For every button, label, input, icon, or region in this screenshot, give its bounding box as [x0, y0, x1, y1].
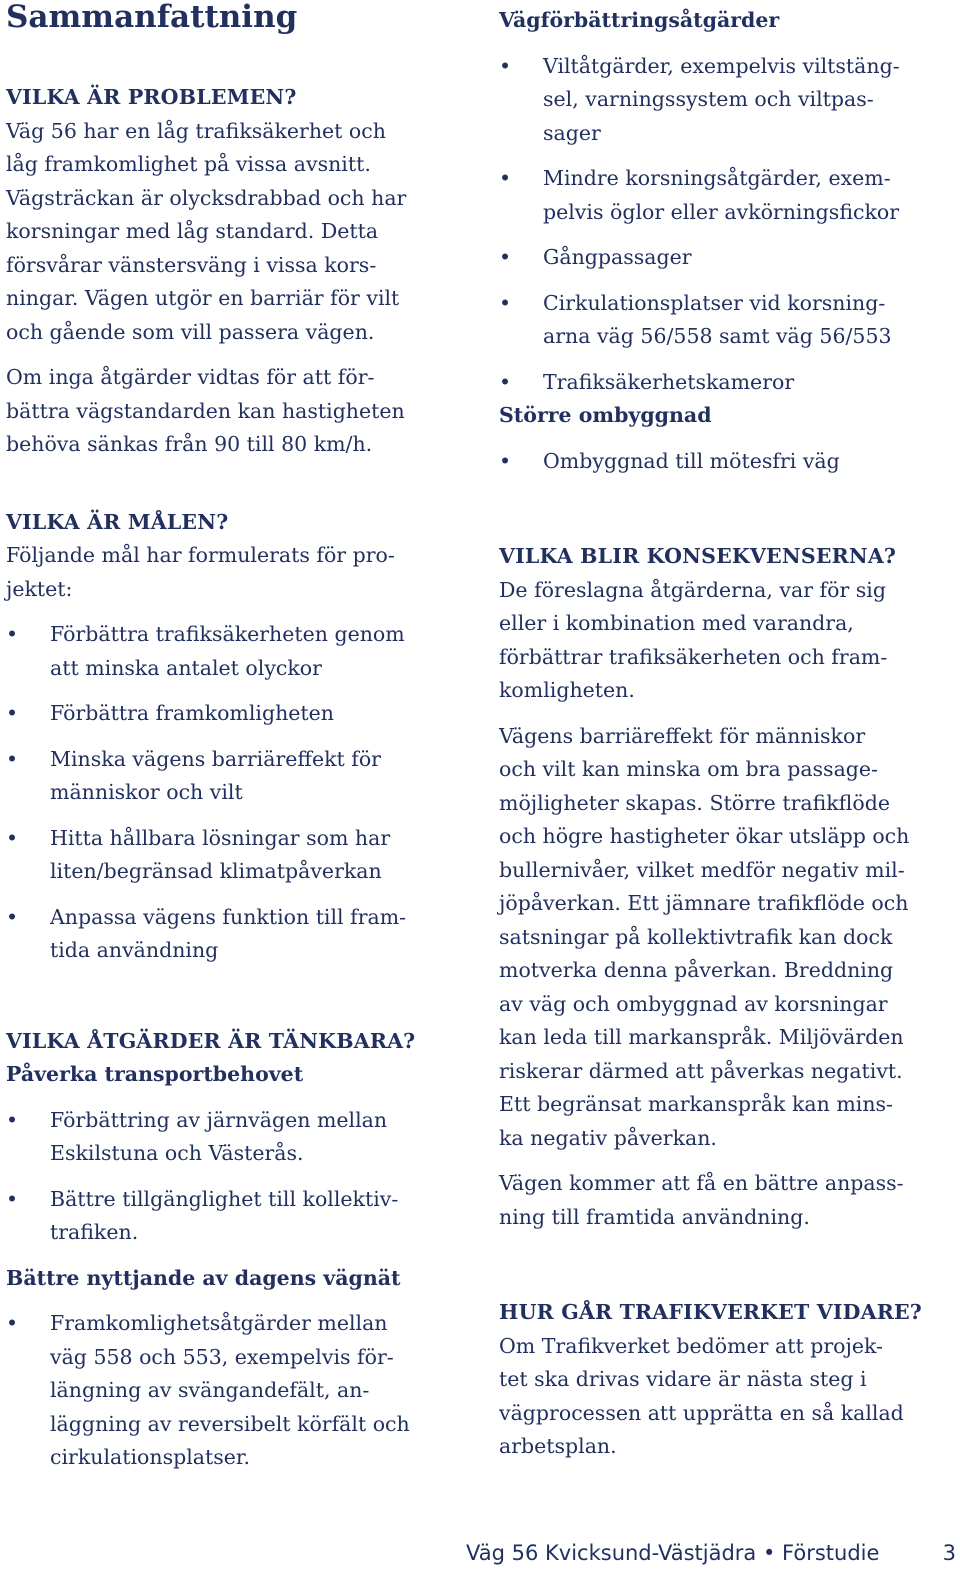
list-item-line: Ombyggnad till mötesfri väg	[543, 448, 840, 473]
list-item-line: längning av svängandefält, an-	[50, 1378, 370, 1402]
text-line: låg framkomlighet på vissa avsnitt.	[6, 152, 371, 176]
list-item-line: Minska vägens barriäreffekt för	[50, 746, 381, 771]
list-item	[499, 445, 955, 479]
list-item	[499, 287, 955, 354]
text-line: och vilt kan minska om bra passage-	[499, 757, 878, 781]
text-line: bättra vägstandarden kan hastigheten	[6, 398, 405, 423]
goals-intro	[6, 539, 468, 606]
transport-list	[6, 1104, 468, 1250]
list-item-line: trafiken.	[50, 1220, 139, 1244]
list-item	[6, 697, 468, 731]
footer-text: Väg 56 Kvicksund-Västjädra • Förstudie	[466, 1541, 880, 1565]
list-item-line: cirkulationsplatser.	[50, 1445, 250, 1469]
list-gap	[6, 889, 468, 901]
page-number: 3	[942, 1541, 956, 1565]
text-line: arbetsplan.	[499, 1434, 617, 1458]
bullet-icon: •	[499, 166, 512, 190]
problems-paragraph-2	[6, 361, 468, 462]
text-line: riskerar därmed att påverkas negativt.	[499, 1058, 903, 1083]
list-item-line: Cirkulationsplatser vid korsning-	[543, 290, 886, 315]
text-line: komligheten.	[499, 678, 635, 702]
major-rebuild-list	[499, 445, 955, 479]
text-line: jöpåverkan. Ett jämnare trafikflöde och	[499, 891, 909, 915]
list-item	[6, 901, 468, 968]
text-line: försvårar vänstersväng i vissa kors-	[6, 252, 377, 277]
list-item-line: människor och vilt	[50, 780, 243, 804]
list-item-line: Viltåtgärder, exempelvis viltstäng-	[543, 53, 900, 78]
road-improvement-list	[499, 50, 955, 400]
text-line: eller i kombination med varandra,	[499, 611, 854, 635]
measures-subheading-transport: Påverka transportbehovet	[6, 1062, 304, 1086]
text-line: motverka denna påverkan. Breddning	[499, 958, 894, 982]
list-gap	[499, 275, 955, 287]
text-line: och gående som vill passera vägen.	[6, 319, 375, 344]
bullet-icon: •	[6, 701, 19, 725]
consequences-paragraph-2	[499, 720, 955, 1156]
bullet-icon: •	[6, 1186, 19, 1211]
text-line: ka negativ påverkan.	[499, 1125, 717, 1150]
list-item-line: Anpassa vägens funktion till fram-	[50, 904, 407, 929]
next-steps-paragraph	[499, 1330, 955, 1464]
text-line: Ett begränsat markanspråk kan mins-	[499, 1092, 893, 1116]
list-item-line: läggning av reversibelt körfält och	[50, 1411, 410, 1436]
text-line: tet ska drivas vidare är nästa steg i	[499, 1367, 867, 1391]
list-gap	[6, 685, 468, 697]
list-item-line: Trafiksäkerhetskameror	[543, 369, 795, 394]
bullet-icon: •	[6, 1311, 19, 1335]
list-item-line: Mindre korsningsåtgärder, exem-	[543, 166, 891, 190]
text-line: kan leda till markanspråk. Miljövärden	[499, 1025, 904, 1049]
text-line: Om Trafikverket bedömer att projek-	[499, 1333, 883, 1358]
list-gap	[499, 354, 955, 366]
list-item-line: tida användning	[50, 938, 219, 962]
list-item-line: väg 558 och 553, exempelvis för-	[50, 1344, 394, 1369]
text-line: bullernivåer, vilket medför negativ mil-	[499, 857, 905, 882]
list-gap	[6, 1171, 468, 1183]
measures-subheading-network: Bättre nyttjande av dagens vägnät	[6, 1265, 401, 1290]
list-item-line: liten/begränsad klimatpåverkan	[50, 859, 382, 883]
consequences-heading: VILKA BLIR KONSEKVENSERNA?	[499, 544, 897, 568]
network-list	[6, 1307, 468, 1475]
goals-list	[6, 618, 468, 968]
bullet-icon: •	[499, 369, 512, 394]
list-item	[499, 162, 955, 229]
goals-heading: VILKA ÄR MÅLEN?	[6, 509, 229, 534]
list-gap	[499, 150, 955, 162]
list-item	[6, 743, 468, 810]
page-footer	[466, 1536, 956, 1570]
text-line: Om inga åtgärder vidtas för att för-	[6, 365, 375, 389]
list-item	[499, 366, 955, 400]
text-line: behöva sänkas från 90 till 80 km/h.	[6, 432, 373, 456]
text-line: förbättrar trafiksäkerheten och fram-	[499, 644, 888, 669]
list-item-line: Bättre tillgänglighet till kollektiv-	[50, 1186, 399, 1211]
bullet-icon: •	[6, 622, 19, 646]
list-item	[6, 1104, 468, 1171]
list-item-line: Framkomlighetsåtgärder mellan	[50, 1311, 388, 1335]
text-line: Väg 56 har en låg trafiksäkerhet och	[6, 118, 386, 143]
consequences-paragraph-3	[499, 1167, 955, 1234]
list-item	[499, 50, 955, 151]
list-item	[6, 1183, 468, 1250]
list-item-line: Hitta hållbara lösningar som har	[50, 825, 391, 850]
text-line: Vägens barriäreffekt för människor	[499, 723, 866, 748]
bullet-icon: •	[499, 53, 512, 78]
list-item	[499, 241, 955, 275]
list-item-line: Eskilstuna och Västerås.	[50, 1141, 304, 1165]
next-steps-heading: HUR GÅR TRAFIKVERKET VIDARE?	[499, 1300, 923, 1324]
list-item	[6, 618, 468, 685]
problems-heading: VILKA ÄR PROBLEMEN?	[6, 85, 297, 109]
text-line: ning till framtida användning.	[499, 1204, 810, 1229]
bullet-icon: •	[499, 245, 512, 269]
consequences-paragraph-1	[499, 574, 955, 708]
bullet-icon: •	[499, 448, 512, 473]
bullet-icon: •	[499, 290, 512, 315]
bullet-icon: •	[6, 825, 19, 850]
list-item-line: Förbättring av järnvägen mellan	[50, 1107, 388, 1132]
list-gap	[499, 229, 955, 241]
bullet-icon: •	[6, 1107, 19, 1132]
list-item	[6, 1307, 468, 1475]
list-item-line: att minska antalet olyckor	[50, 655, 322, 680]
text-line: möjligheter skapas. Större trafikflöde	[499, 790, 890, 815]
list-item-line: Gångpassager	[543, 245, 692, 269]
list-gap	[6, 810, 468, 822]
page-title: Sammanfattning	[6, 0, 298, 35]
left-column	[6, 0, 468, 1475]
problems-paragraph-1	[6, 115, 468, 350]
list-item	[6, 822, 468, 889]
bullet-icon: •	[6, 904, 19, 929]
text-line: av väg och ombyggnad av korsningar	[499, 991, 888, 1016]
text-line: vägprocessen att upprätta en så kallad	[499, 1400, 904, 1425]
text-line: Vägsträckan är olycksdrabbad och har	[6, 185, 407, 210]
text-line: Följande mål har formulerats för pro-	[6, 543, 395, 567]
text-line: ningar. Vägen utgör en barriär för vilt	[6, 286, 400, 310]
text-line: satsningar på kollektivtrafik kan dock	[499, 924, 893, 949]
right-column	[499, 0, 955, 1464]
text-line: De föreslagna åtgärderna, var för sig	[499, 577, 886, 602]
list-item-line: sel, varningssystem och viltpas-	[543, 87, 874, 111]
measures-heading: VILKA ÅTGÄRDER ÄR TÄNKBARA?	[6, 1028, 416, 1053]
text-line: och högre hastigheter ökar utsläpp och	[499, 824, 910, 848]
text-line: Vägen kommer att få en bättre anpass-	[499, 1171, 904, 1195]
major-rebuild-heading: Större ombyggnad	[499, 403, 712, 427]
list-gap	[6, 731, 468, 743]
list-item-line: Förbättra framkomligheten	[50, 701, 334, 725]
list-item-line: arna väg 56/558 samt väg 56/553	[543, 324, 892, 348]
bullet-icon: •	[6, 746, 19, 771]
list-item-line: pelvis öglor eller avkörningsfickor	[543, 199, 900, 224]
road-improvement-heading: Vägförbättringsåtgärder	[499, 8, 780, 32]
text-line: jektet:	[6, 576, 73, 601]
list-item-line: Förbättra trafiksäkerheten genom	[50, 622, 405, 646]
list-item-line: sager	[543, 120, 601, 145]
text-line: korsningar med låg standard. Detta	[6, 219, 379, 243]
